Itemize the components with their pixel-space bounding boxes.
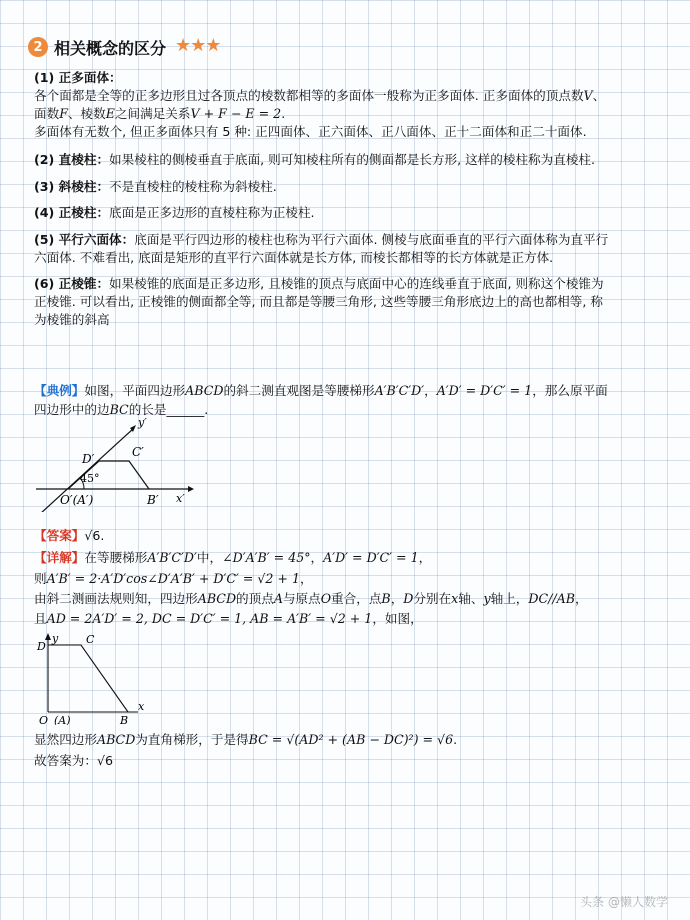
concept-5-line-2: 六面体. 不难看出, 底面是矩形的直平行六面体就是长方体, 而棱长都相等的长方体就是正方体. [34, 250, 554, 265]
concept-6-line-2: 正棱锥. 可以看出, 正棱锥的侧面都全等, 而且都是等腰三角形, 这些等腰三角形底边上的高也都相等, 称 [34, 294, 603, 309]
answer-line [34, 527, 104, 545]
example-tag: 【典例】 [34, 383, 85, 398]
b-prime-label: B′ [147, 493, 159, 507]
text: 的顶点 [236, 591, 274, 606]
punct: 、 [592, 88, 606, 103]
ab-formula: A′B′ = 2·A′D′cos∠D′A′B′ + D′C′ = √2 + 1 [46, 571, 300, 586]
o-label: O [39, 714, 49, 725]
var-abcd: ABCD [197, 591, 237, 606]
concept-2 [34, 151, 595, 169]
detail-line-3 [34, 590, 588, 608]
x-axis-arrow-icon [188, 486, 194, 492]
y-prime-label: y′ [138, 416, 147, 429]
punct: ， [574, 591, 588, 606]
x-label: x [138, 700, 145, 713]
text: 为直角梯形，于是得 [135, 732, 249, 747]
equation: A′D′ = D′C′ = 1 [436, 383, 533, 398]
concept-6-line-1 [34, 275, 604, 293]
text: 轴、 [458, 591, 484, 606]
detail-line-2 [34, 570, 313, 588]
punct: ， [300, 571, 313, 586]
var-d: D [403, 591, 414, 606]
answer-value: √6 [84, 528, 101, 543]
text: 之间满足关系 [114, 106, 191, 121]
concept-3-label: (3) 斜棱柱： [34, 179, 110, 194]
text: 的长是______. [128, 402, 209, 417]
text: 、棱数 [67, 106, 106, 121]
text: 由斜二测画法规则知，四边形 [34, 591, 198, 606]
text: 故答案为： [34, 753, 97, 768]
text: 重合，点 [331, 591, 382, 606]
origin-label: O′(A′) [60, 493, 94, 507]
concept-2-label: (2) 直棱柱： [34, 152, 110, 167]
concept-6-label: (6) 正棱锥： [34, 276, 110, 291]
concept-5-label: (5) 平行六面体： [34, 232, 135, 247]
text: 与原点 [282, 591, 321, 606]
detail-line-5 [34, 731, 457, 749]
euler-formula: V + F − E = 2 [190, 106, 282, 121]
punct: ， [390, 591, 404, 606]
concept-1-text: 各个面都是全等的正多边形且过各顶点的棱数都相等的多面体一般称为正多面体. 正多面体的顶点数 [34, 88, 584, 103]
punct: . [453, 732, 458, 747]
section-title: 相关概念的区分 [54, 39, 167, 58]
c-prime-label: C′ [132, 445, 144, 459]
text: 四边形中的边 [34, 402, 110, 417]
var-trapezoid: A′B′C′D′ [374, 383, 425, 398]
y-label: y [52, 632, 59, 645]
parallel-expression: DC//AB [528, 591, 575, 606]
var-abcd: ABCD [185, 383, 224, 398]
section-number-badge: 2 [28, 37, 48, 57]
concept-1-label: (1) 正多面体： [34, 70, 122, 85]
concept-5-text: 底面是平行四边形的棱柱也称为平行六面体. 侧棱与底面垂直的平行六面体称为直平行 [134, 232, 609, 247]
detail-line-6 [34, 752, 113, 770]
var-a: A [273, 591, 283, 606]
right-trapezoid-shape [48, 645, 128, 712]
concept-4-text: 底面是正多边形的直棱柱称为正棱柱. [109, 205, 315, 220]
var-e: E [105, 106, 115, 121]
detail-line-1 [34, 549, 431, 567]
d-prime-label: D′ [82, 452, 95, 466]
x-prime-label: x′ [176, 492, 185, 505]
concept-1-line-1 [34, 87, 605, 105]
b-label: B [120, 714, 129, 725]
watermark: 头条 @懒人数学 [580, 895, 668, 909]
angle-expression: ∠D′A′B′ = 45° [222, 550, 311, 565]
text: 中， [196, 550, 223, 565]
var-f: F [59, 106, 68, 121]
concept-4-label: (4) 正棱柱： [34, 205, 110, 220]
punct: . [281, 106, 286, 121]
var-y: y [483, 591, 491, 606]
lengths-formula: AD = 2A′D′ = 2, DC = D′C′ = 1, AB = A′B′ = √2 + 1 [46, 611, 373, 626]
concept-6-line-3: 为棱锥的斜高 [34, 312, 110, 327]
text: 且 [34, 611, 47, 626]
concept-3 [34, 178, 277, 196]
text: 轴上， [490, 591, 529, 606]
original-figure-diagram [36, 630, 156, 725]
a-label: (A) [54, 714, 71, 725]
var-abcd: ABCD [96, 732, 136, 747]
concept-5-line-1 [34, 231, 608, 249]
text: ，那么原平面 [532, 383, 608, 398]
punct: ， [418, 550, 432, 565]
text: 在等腰梯形 [84, 550, 148, 565]
y-axis-arrow-icon [45, 633, 51, 640]
var-x: x [451, 591, 459, 606]
c-label: C [86, 633, 95, 646]
concept-3-text: 不是直棱柱的棱柱称为斜棱柱. [109, 179, 277, 194]
difficulty-stars-icon: ★★★ [175, 35, 221, 56]
text: 的斜二测直观图是等腰梯形 [223, 383, 375, 398]
answer-tag: 【答案】 [34, 528, 85, 543]
example-line-1 [34, 382, 608, 400]
d-label: D [37, 640, 46, 653]
concept-4 [34, 204, 315, 222]
concept-2-text: 如果棱柱的侧棱垂直于底面, 则可知棱柱所有的侧面都是长方形, 这样的棱柱称为直棱柱. [109, 152, 596, 167]
var-trapezoid: A′B′C′D′ [147, 550, 197, 565]
text: 面数 [34, 106, 60, 121]
var-bc: BC [109, 402, 129, 417]
text: 显然四边形 [34, 732, 97, 747]
final-answer: √6 [96, 753, 114, 768]
punct: ， [310, 550, 324, 565]
text: ，如图， [372, 611, 423, 626]
punct: . [100, 528, 105, 543]
concept-6-text: 如果棱锥的底面是正多边形, 且棱锥的顶点与底面中心的连线垂直于底面, 则称这个棱锥为 [109, 276, 604, 291]
var-o: O [320, 591, 332, 606]
bc-formula: BC = √(AD² + (AB − DC)²) = √6 [248, 732, 454, 747]
text: 如图，平面四边形 [84, 383, 186, 398]
var-v: V [583, 88, 593, 103]
oblique-diagram [30, 412, 200, 512]
text: 分别在 [413, 591, 452, 606]
detail-tag: 【详解】 [34, 550, 85, 565]
var-b: B [381, 591, 391, 606]
punct: ， [424, 383, 437, 398]
angle-label: 45° [80, 472, 100, 485]
detail-line-4 [34, 610, 423, 628]
concept-1-line-2 [34, 105, 285, 123]
text: 则 [34, 571, 47, 586]
concept-1-line-3: 多面体有无数个, 但正多面体只有 5 种: 正四面体、正六面体、正八面体、正十二面体和正二十面体. [34, 124, 587, 139]
equation: A′D′ = D′C′ = 1 [323, 550, 419, 565]
